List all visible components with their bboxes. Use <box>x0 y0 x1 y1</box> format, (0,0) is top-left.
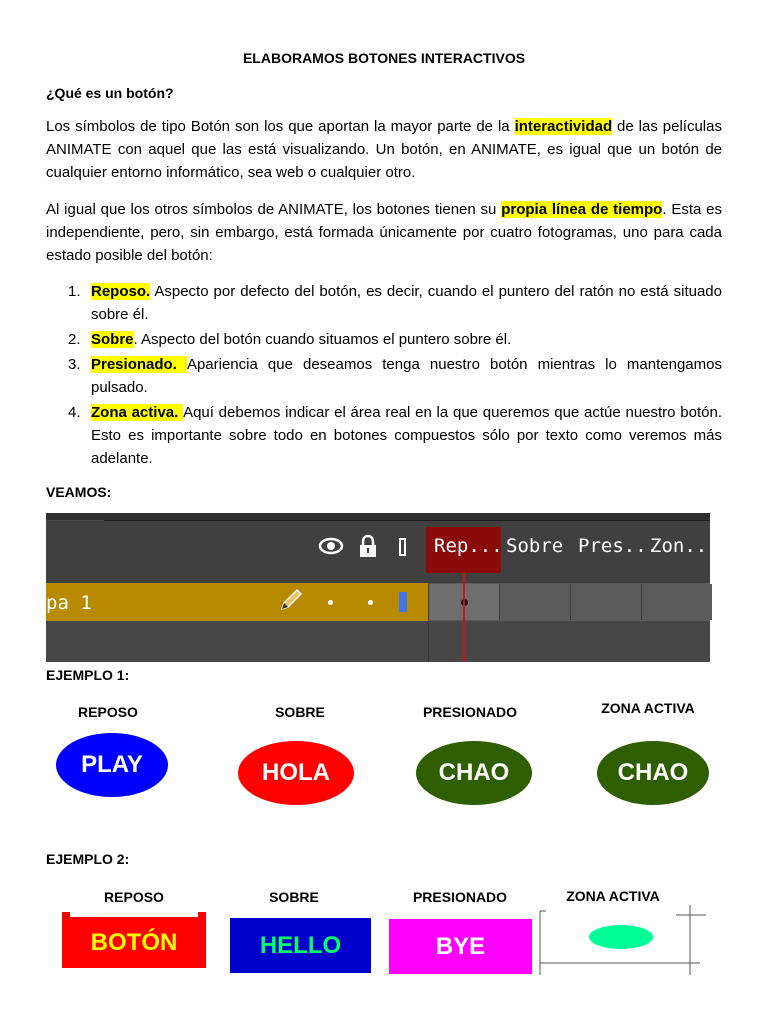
example2-heading: EJEMPLO 2: <box>46 851 130 867</box>
lock-icon[interactable] <box>358 534 378 558</box>
visibility-dot[interactable] <box>328 600 333 605</box>
layer-color-box[interactable] <box>399 592 407 612</box>
frame-label-reposo[interactable]: Rep... <box>434 535 503 557</box>
example1-label-sobre: SOBRE <box>275 704 325 720</box>
boton-button[interactable]: BOTÓN <box>62 917 206 968</box>
chao-button-zona-activa[interactable]: CHAO <box>597 741 709 805</box>
section-heading-veamos: VEAMOS: <box>46 484 112 500</box>
active-area-ellipse <box>589 925 653 949</box>
example2-label-presionado: PRESIONADO <box>412 889 508 905</box>
list-item <box>46 401 722 470</box>
paragraph-intro <box>46 115 722 184</box>
example2-label-zona-activa: ZONA ACTIVA <box>566 888 660 904</box>
layer-name[interactable]: pa 1 <box>46 592 92 614</box>
hello-button[interactable]: HELLO <box>230 918 371 973</box>
hola-button[interactable]: HOLA <box>238 741 354 805</box>
timeline-top-bar <box>46 513 710 520</box>
paragraph-text: Al igual que los otros símbolos de ANIMATE, los botones tienen su <box>46 201 502 218</box>
list-term: Zona activa. <box>91 404 184 421</box>
frame-cell-zona[interactable] <box>641 584 712 620</box>
example1-heading: EJEMPLO 1: <box>46 667 130 683</box>
example2-label-sobre: SOBRE <box>269 889 319 905</box>
active-area-graphic[interactable] <box>538 905 708 981</box>
list-number: 2. <box>68 331 81 348</box>
list-term: Presionado. <box>91 356 187 373</box>
frame-label-zona[interactable]: Zon... <box>650 535 719 557</box>
highlight-linea-tiempo: propia línea de tiempo <box>501 201 663 218</box>
playhead[interactable] <box>463 573 465 662</box>
document-title: ELABORAMOS BOTONES INTERACTIVOS <box>242 50 526 66</box>
list-number: 4. <box>68 404 81 421</box>
chao-button-presionado[interactable]: CHAO <box>416 741 532 805</box>
highlight-interactividad: interactividad <box>514 118 613 135</box>
frame-label-sobre[interactable]: Sobre <box>506 535 564 557</box>
frame-label-presionado[interactable]: Pres... <box>578 535 659 557</box>
example2-label-reposo: REPOSO <box>104 889 164 905</box>
list-item <box>46 353 722 399</box>
boton-button-wrapper[interactable] <box>62 912 206 968</box>
list-number: 1. <box>68 283 81 300</box>
play-button[interactable]: PLAY <box>56 733 168 797</box>
list-item <box>46 328 722 351</box>
paragraph-text: . Esta es independiente, pero, sin embargo, está formada únicamente por cuatro fotogramas, uno para cada estado posible del botón: <box>46 201 722 264</box>
list-text: . Aspecto del botón cuando situamos el puntero sobre él. <box>133 331 512 348</box>
frame-cell-presionado[interactable] <box>570 584 641 620</box>
paragraph-timeline <box>46 198 722 267</box>
example1-label-presionado: PRESIONADO <box>422 704 518 720</box>
pencil-icon[interactable] <box>278 587 304 613</box>
frame-cell-sobre[interactable] <box>499 584 570 620</box>
button-states-list <box>46 280 722 472</box>
timeline-empty-area <box>46 621 710 662</box>
timeline-separator <box>428 621 429 662</box>
paragraph-text: de las películas ANIMATE con aquel que las está visualizando. Un botón, en ANIMATE, es igual que un botón de cualquier entorno informático, sea web o cualquier otro. <box>46 118 722 181</box>
list-term: Reposo. <box>91 283 151 300</box>
outline-icon[interactable] <box>399 538 406 556</box>
paragraph-text: Los símbolos de tipo Botón son los que aportan la mayor parte de la <box>46 118 515 135</box>
list-term: Sobre <box>91 331 134 348</box>
animate-timeline-panel <box>46 513 719 662</box>
example1-label-zona-activa: ZONA ACTIVA <box>601 700 695 716</box>
list-number: 3. <box>68 356 81 373</box>
list-text: Aquí debemos indicar el área real en la que queremos que actúe nuestro botón. Esto es importante sobre todo en botones compuestos sólo por texto como veremos más adelante. <box>91 404 722 467</box>
lock-dot[interactable] <box>368 600 373 605</box>
list-item <box>46 280 722 326</box>
example1-label-reposo: REPOSO <box>78 704 138 720</box>
eye-icon[interactable] <box>318 537 344 555</box>
list-text: Aspecto por defecto del botón, es decir, cuando el puntero del ratón no está situado sobre él. <box>91 283 722 323</box>
list-text: Apariencia que deseamos tenga nuestro botón mientras lo mantengamos pulsado. <box>91 356 722 396</box>
section-heading-que-es: ¿Qué es un botón? <box>46 85 174 101</box>
bye-button[interactable]: BYE <box>389 919 532 974</box>
